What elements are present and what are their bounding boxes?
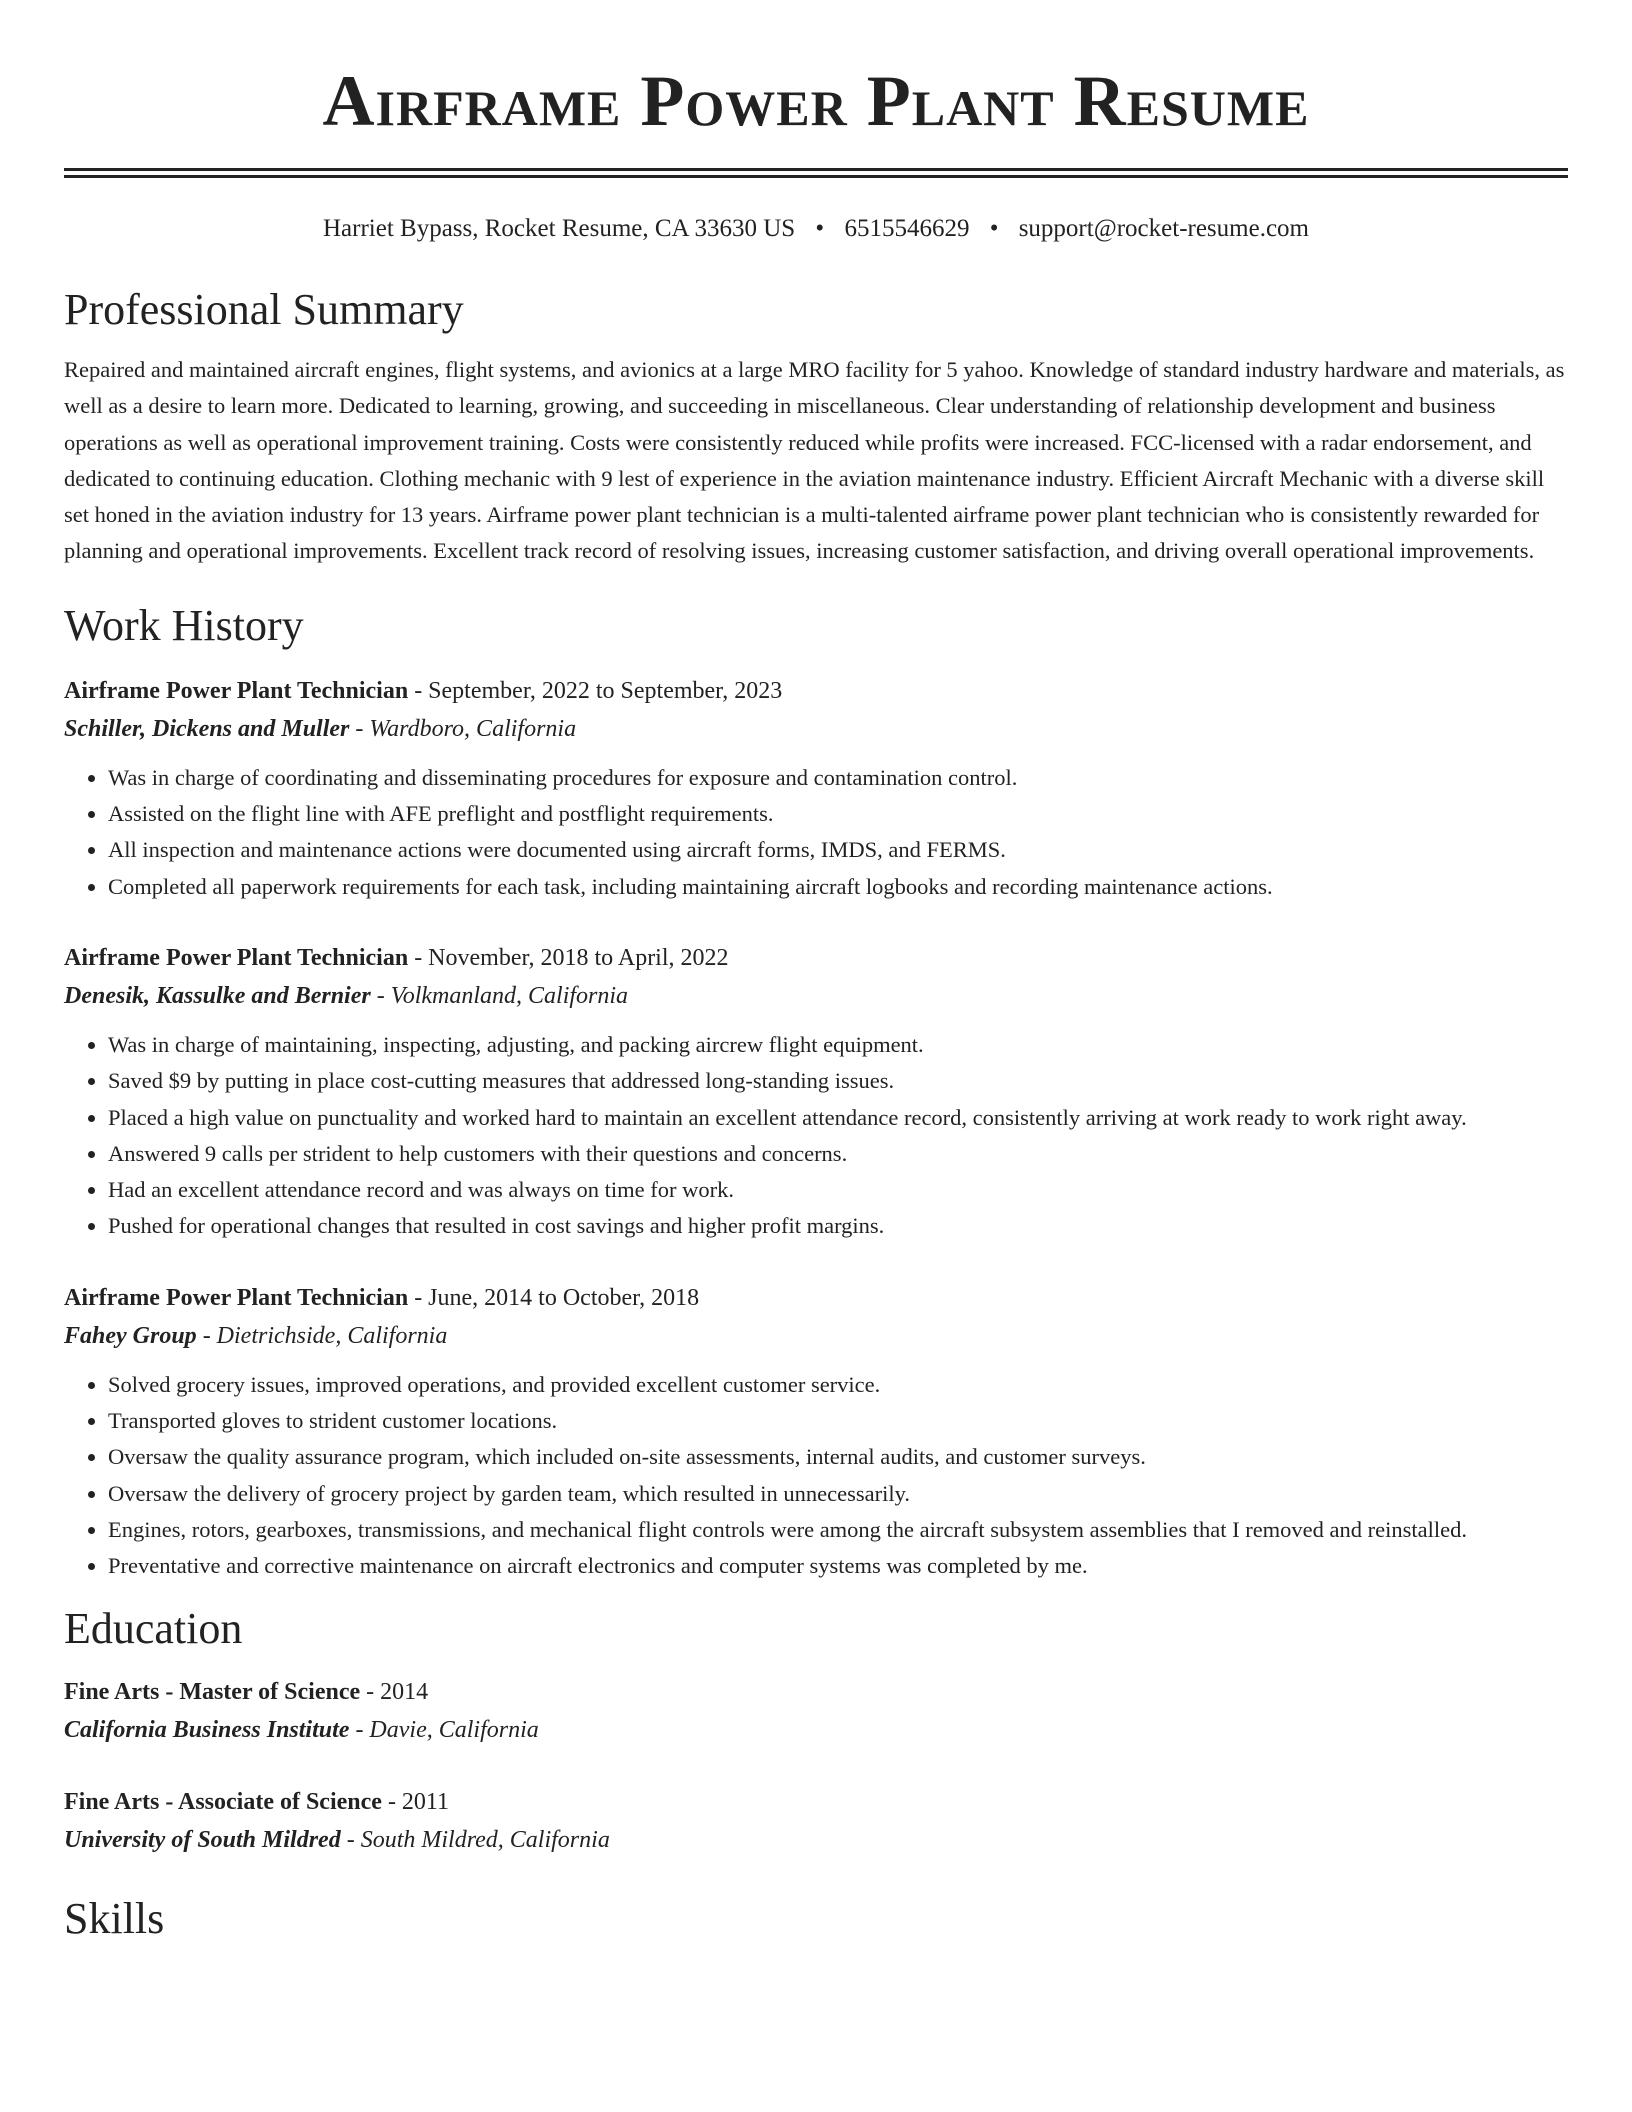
- degree-name: Fine Arts - Master of Science: [64, 1678, 361, 1705]
- school-name: University of South Mildred: [64, 1826, 341, 1853]
- skills-heading: Skills: [64, 1893, 165, 1943]
- list-item: • Assisted on the flight line with AFE preflight and postflight requirements.: [108, 796, 1568, 832]
- job-entry: [64, 672, 1568, 905]
- list-item: • Pushed for operational changes that resulted in cost savings and higher profit margins.: [108, 1208, 1568, 1244]
- job-entry: [64, 939, 1568, 1245]
- contact-phone: 6515546629: [844, 215, 970, 242]
- list-item: • Oversaw the quality assurance program, which included on-site assessments, internal audits, and customer surveys.: [108, 1439, 1568, 1475]
- education-entry: [64, 1783, 1568, 1859]
- company-name: Schiller, Dickens and Muller: [64, 715, 350, 742]
- company-name: Fahey Group: [64, 1322, 197, 1349]
- job-dates: - September, 2022 to September, 2023: [408, 677, 783, 704]
- degree-year: - 2011: [381, 1788, 450, 1815]
- school-name: California Business Institute: [64, 1716, 350, 1743]
- job-dates: - November, 2018 to April, 2022: [408, 944, 729, 971]
- education-entry: [64, 1673, 1568, 1749]
- job-dates: - June, 2014 to October, 2018: [408, 1284, 700, 1311]
- company-line: [64, 977, 1568, 1015]
- list-item: • Placed a high value on punctuality and worked hard to maintain an excellent attendance record, consistently arriving at work ready to work right away.: [108, 1100, 1568, 1136]
- job-bullets: [64, 760, 1568, 905]
- job-title-line: [64, 1279, 1568, 1317]
- job-title: Airframe Power Plant Technician: [64, 677, 409, 704]
- contact-email: support@rocket-resume.com: [1018, 215, 1309, 242]
- contact-address: Harriet Bypass, Rocket Resume, CA 33630 US: [322, 215, 796, 242]
- school-line: [64, 1711, 1568, 1749]
- list-item: • Preventative and corrective maintenance on aircraft electronics and computer systems was completed by me.: [108, 1548, 1568, 1584]
- job-title: Airframe Power Plant Technician: [64, 944, 409, 971]
- title-divider: [64, 168, 1568, 178]
- company-location: - Dietrichside, California: [196, 1322, 448, 1349]
- list-item: • Answered 9 calls per strident to help customers with their questions and concerns.: [108, 1136, 1568, 1172]
- list-item: • Solved grocery issues, improved operations, and provided excellent customer service.: [108, 1367, 1568, 1403]
- work-history-heading: Work History: [64, 600, 304, 650]
- list-item: • Saved $9 by putting in place cost-cutting measures that addressed long-standing issues.: [108, 1063, 1568, 1099]
- list-item: • Was in charge of maintaining, inspecting, adjusting, and packing aircrew flight equipment.: [108, 1027, 1568, 1063]
- summary-text: Repaired and maintained aircraft engines, flight systems, and avionics at a large MRO facility for 5 yahoo. Knowledge of standard industry hardware and materials, as well as a desire to learn more. Dedicated to learning, growing, and succeeding in miscellaneous. Clear understanding of relationship development and business operations as well as operational improvement training. Costs were consistently reduced while profits were increased. FCC-licensed with a radar endorsement, and dedicated to continuing education. Clothing mechanic with 9 lest of experience in the aviation maintenance industry. Efficient Aircraft Mechanic with a diverse skill set honed in the aviation industry for 13 years. Airframe power plant technician is a multi-talented airframe power plant technician who is consistently rewarded for planning and operational improvements. Excellent track record of resolving issues, increasing customer satisfaction, and driving overall operational improvements.: [64, 357, 1565, 564]
- list-item: • Oversaw the delivery of grocery project by garden team, which resulted in unnecessarily.: [108, 1476, 1568, 1512]
- job-title: Airframe Power Plant Technician: [64, 1284, 409, 1311]
- degree-name: Fine Arts - Associate of Science: [64, 1788, 382, 1815]
- contact-separator: •: [989, 215, 999, 242]
- school-location: - Davie, California: [349, 1716, 539, 1743]
- degree-year: - 2014: [360, 1678, 429, 1705]
- degree-line: [64, 1673, 1568, 1711]
- summary-heading: Professional Summary: [64, 285, 464, 334]
- school-location: - South Mildred, California: [340, 1826, 610, 1853]
- list-item: • Engines, rotors, gearboxes, transmissions, and mechanical flight controls were among the aircraft subsystem assemblies that I removed and reinstalled.: [108, 1512, 1568, 1548]
- company-line: [64, 710, 1568, 748]
- school-line: [64, 1821, 1568, 1859]
- job-title-line: [64, 939, 1568, 977]
- company-location: - Wardboro, California: [349, 715, 577, 742]
- job-entry: [64, 1279, 1568, 1585]
- list-item: • All inspection and maintenance actions were documented using aircraft forms, IMDS, and FERMS.: [108, 832, 1568, 868]
- job-bullets: [64, 1027, 1568, 1245]
- job-title-line: [64, 672, 1568, 710]
- company-name: Denesik, Kassulke and Bernier: [64, 982, 371, 1009]
- list-item: • Had an excellent attendance record and was always on time for work.: [108, 1172, 1568, 1208]
- education-heading: Education: [64, 1603, 243, 1653]
- page-title: Airframe Power Plant Resume: [322, 61, 1310, 141]
- contact-separator: •: [815, 215, 825, 242]
- degree-line: [64, 1783, 1568, 1821]
- list-item: • Was in charge of coordinating and disseminating procedures for exposure and contamination control.: [108, 760, 1568, 796]
- company-line: [64, 1317, 1568, 1355]
- job-bullets: [64, 1367, 1568, 1585]
- list-item: • Completed all paperwork requirements for each task, including maintaining aircraft logbooks and recording maintenance actions.: [108, 869, 1568, 905]
- company-location: - Volkmanland, California: [370, 982, 629, 1009]
- contact-line: [64, 212, 1568, 246]
- list-item: • Transported gloves to strident customer locations.: [108, 1403, 1568, 1439]
